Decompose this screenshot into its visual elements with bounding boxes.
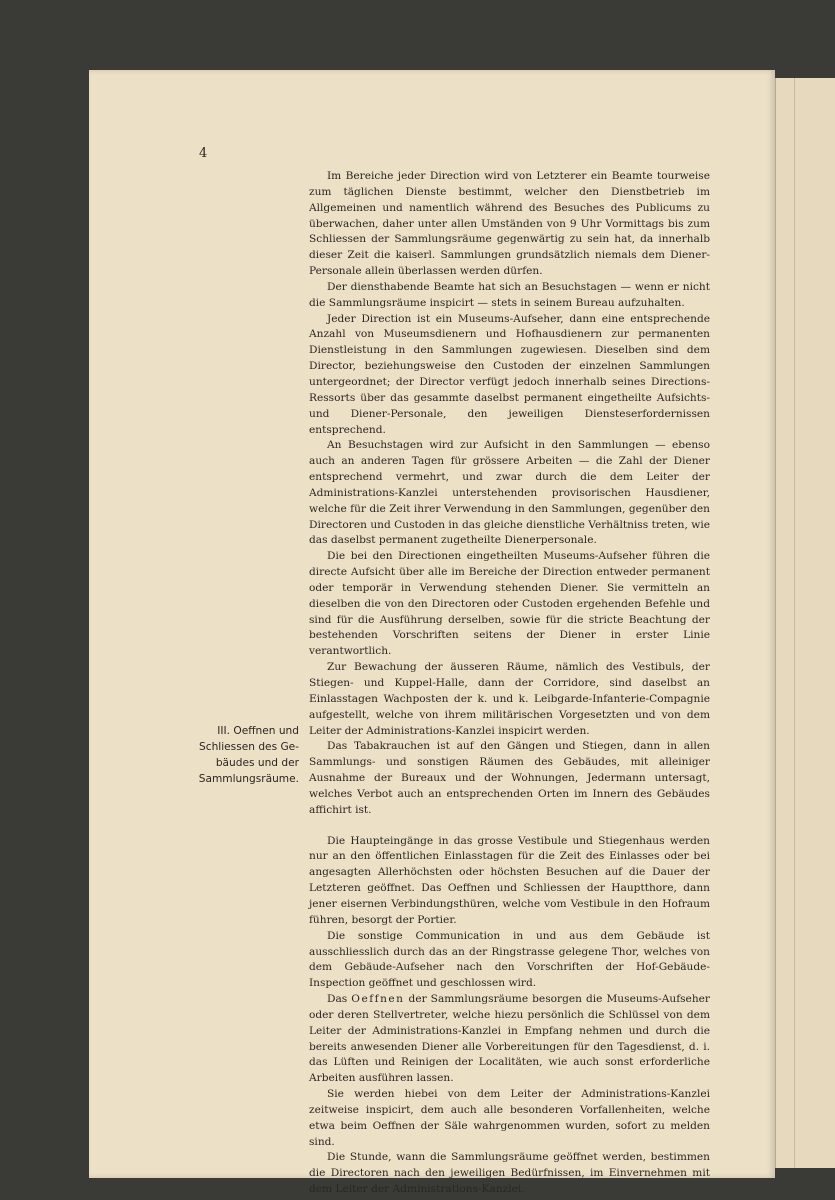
paragraph: Die bei den Directionen eingetheilten Museums-Aufseher führen die directe Aufsicht über alle im Bereiche der Direction entweder permanent oder temporär in Verwendung stehenden Diener. Sie vermitteln an dieselben die von den Directoren oder Custoden ergehenden Befehle und sind für die Ausführung derselben, sowie für die stricte Beachtung der bestehenden Vorschriften seitens der Diener in erster Linie verantwortlich. (309, 550, 710, 658)
paragraph: Zur Bewachung der äusseren Räume, nämlich des Vestibuls, der Stiegen- und Kuppel-Halle, dann der Corridore, sind daselbst an Einlasstagen Wachposten der k. und k. Leibgarde-Infanterie-Compagnie aufgestellt, welche von ihrem militärischen Vorgesetzten und von dem Leiter der Administrations-Kanzlei inspicirt werden. (309, 661, 710, 737)
paragraph: Jeder Direction ist ein Museums-Aufseher, dann eine entsprechende Anzahl von Museumsdienern und Hofhausdienern zur permanenten Dienstleistung in den Sammlungen zugewiesen. Dieselben sind dem Director, beziehungsweise den Custoden der einzelnen Sammlungen untergeordnet; der Director verfügt jedoch innerhalb seines Directions-Ressorts über das gesammte daselbst permanent eingetheilte Aufsichts- und Diener-Personale, den jeweiligen Diensteserfordernissen entsprechend. (309, 312, 710, 436)
paragraph-rest: der Sammlungsräume besorgen die Museums-Aufseher oder deren Stellvertreter, welche hiezu persönlich die Schlüssel von dem Leiter der Administrations-Kanzlei in Empfang nehmen und durch die bereits anwesenden Diener alle Vorbereitungen für den Tagesdienst, d. i. das Lüften und Reinigen der Localitäten, wie auch sonst erforderliche Arbeiten ausführen lassen. (309, 993, 710, 1085)
paragraph: Der diensthabende Beamte hat sich an Besuchstagen — wenn er nicht die Sammlungsräume inspicirt — stets in seinem Bureau aufzuhalten. (309, 280, 710, 309)
paragraph: Im Bereiche jeder Direction wird von Letzterer ein Beamte tourweise zum täglichen Dienste bestimmt, welcher den Dienstbetrieb im Allgemeinen und namentlich während des Besuches des Publicums zu überwachen, daher unter allen Umständen von 9 Uhr Vormittags bis zum Schliessen der Sammlungsräume gegenwärtig zu sein hat, da innerhalb dieser Zeit die kaiserl. Sammlungen grundsätzlich niemals dem Diener-Personale allein überlassen werden dürfen. (309, 170, 710, 278)
paragraph: Die Haupteingänge in das grosse Vestibule und Stiegenhaus werden nur an den öffentlichen Einlasstagen für die Zeit des Einlasses oder bei angesagten Allerhöchsten oder höchsten Besuchen auf die Dauer der Letzteren geöffnet. Das Oeffnen und Schliessen der Hauptthore, dann jener eisernen Verbindungsthüren, welche vom Vestibule in den Hofraum führen, besorgt der Portier. (309, 834, 710, 926)
adjacent-page-edge (775, 78, 835, 1168)
paragraph: Die Stunde, wann die Sammlungsräume geöffnet werden, bestimmen die Directoren nach den jeweiligen Bedürfnissen, im Einvernehmen mit dem Leiter der Administrations-Kanzlei. (309, 1151, 710, 1196)
page-number: 4 (199, 146, 208, 161)
paragraph: Sie werden hiebei von dem Leiter der Administrations-Kanzlei zeitweise inspicirt, dem auch alle besonderen Vorfallenheiten, welche etwa beim Oeffnen der Säle wahrgenommen wurden, sofort zu melden sind. (309, 1088, 710, 1148)
paragraph-lead: Das (327, 993, 352, 1006)
paragraph: Die sonstige Communication in und aus dem Gebäude ist ausschliesslich durch das an der Ringstrasse gelegene Thor, welches von dem Gebäude-Aufseher nach den Vorschriften der Hof-Gebäude-Inspection geöffnet und geschlossen wird. (309, 929, 710, 990)
paragraph: Das Tabakrauchen ist auf den Gängen und Stiegen, dann in allen Sammlungs- und sonstigen Räumen des Gebäudes, mit alleiniger Ausnahme der Bureaux und der Wohnungen, Jedermann untersagt, welches Verbot auch an entsprechenden Orten im Innern des Gebäudes affichirt ist. (309, 740, 710, 816)
emphasized-word: Oeffnen (351, 993, 405, 1006)
paragraph: An Besuchstagen wird zur Aufsicht in den Sammlungen — ebenso auch an anderen Tagen für grössere Arbeiten — die Zahl der Diener entsprechend vermehrt, und zwar durch die dem Leiter der Administrations-Kanzlei unterstehenden provisorischen Hausdiener, welche für die Zeit ihrer Verwendung in den Sammlungen, gegenüber den Directoren und Custoden in das gleiche dienstliche Verhältniss treten, wie das daselbst permanent zugetheilte Dienerpersonale. (309, 439, 710, 547)
section-heading: III. Oeffnen und Schliessen des Ge- bäudes und der Sammlungsräume. (198, 725, 299, 785)
page-fold (794, 78, 795, 1168)
paragraph (309, 992, 710, 1087)
body-text (309, 169, 710, 1198)
